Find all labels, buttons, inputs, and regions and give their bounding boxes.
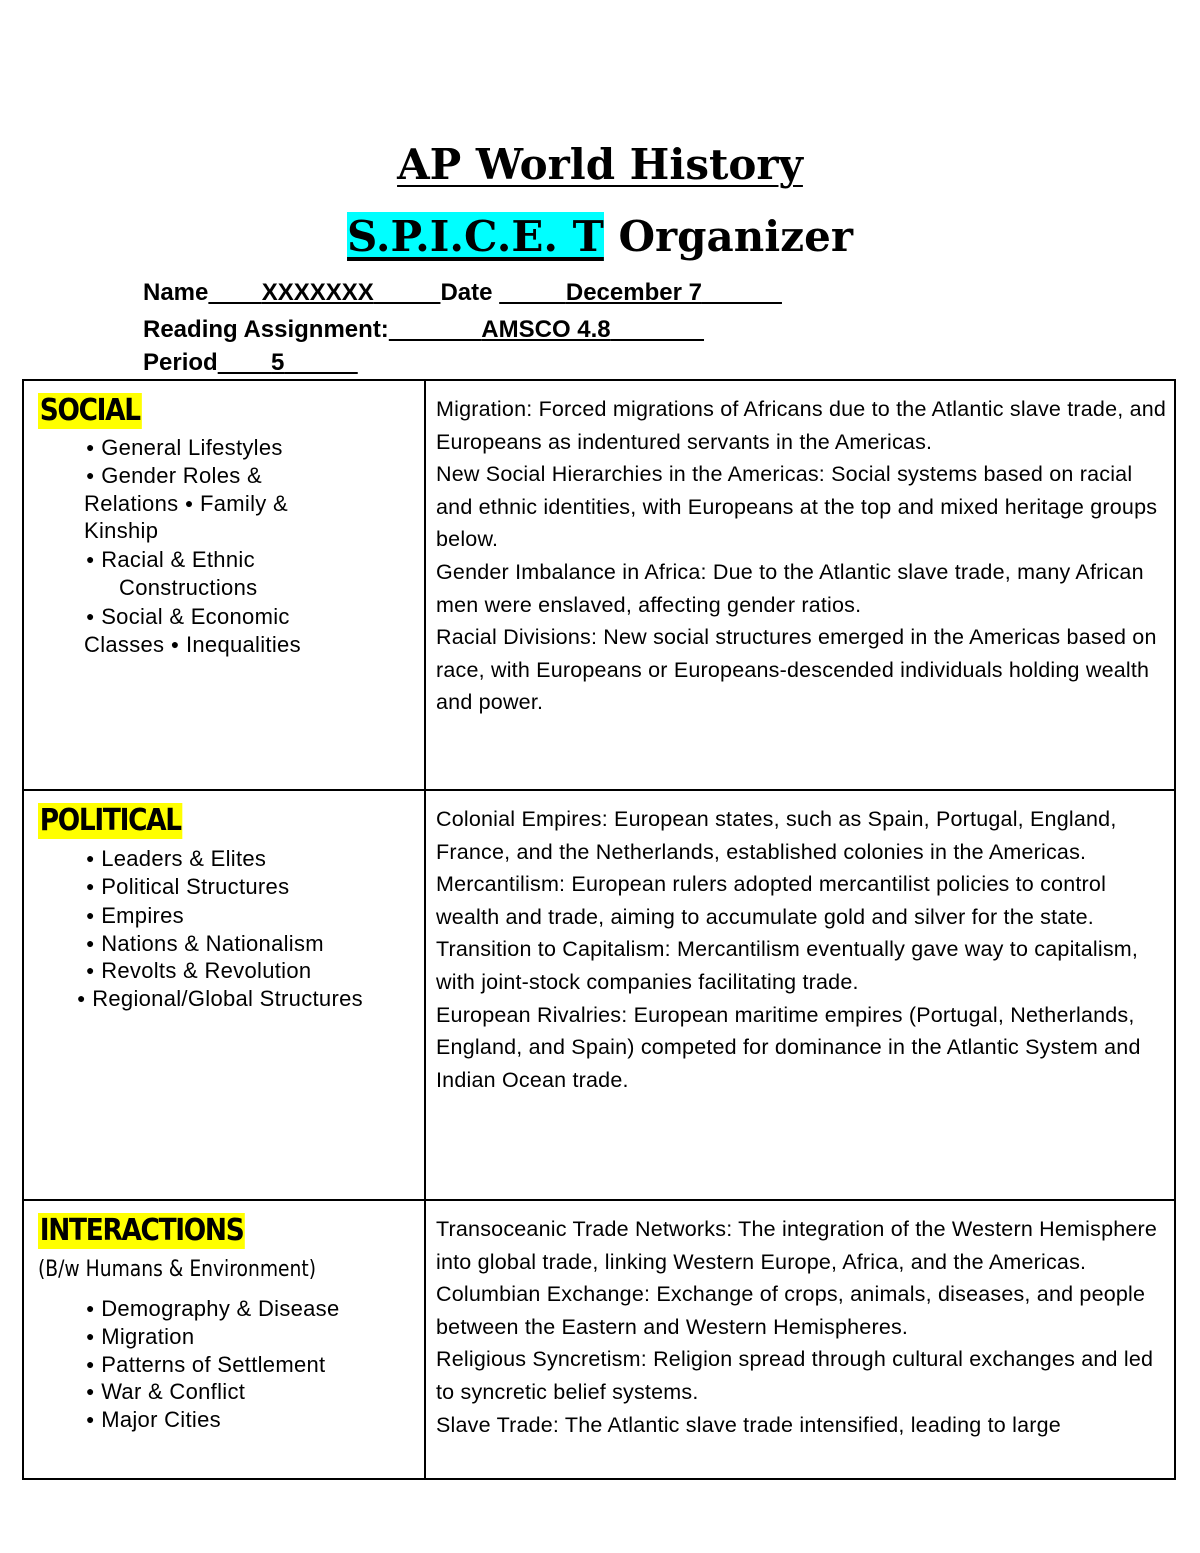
page-subtitle xyxy=(0,212,1200,261)
political-heading: POLITICAL xyxy=(39,803,181,838)
social-bullet: ● Racial & Ethnic xyxy=(86,547,255,572)
period-value: 5 xyxy=(271,349,285,376)
interactions-bullet: ● Major Cities xyxy=(86,1407,221,1432)
name-value-field: XXXXXXX xyxy=(261,279,374,306)
note-paragraph: Transoceanic Trade Networks: The integration of the Western Hemisphere into global trade, linking Western Europe, Africa, and the Americas. xyxy=(436,1217,1158,1274)
date-label: Date xyxy=(440,279,493,306)
date-value-field xyxy=(499,279,566,306)
social-bullet: ● Social & Economic xyxy=(86,604,290,629)
social-notes xyxy=(436,393,1172,719)
interactions-bullet: ● Demography & Disease xyxy=(86,1296,340,1321)
note-paragraph: Racial Divisions: New social structures emerged in the Americas based on race, with Europeans or Europeans-descended individuals holding wealth and power. xyxy=(436,625,1157,715)
social-bullet: Relations ● Family & xyxy=(84,491,288,516)
political-notes-cell xyxy=(426,791,1174,1199)
spicet-table xyxy=(22,379,1176,1480)
social-bullet: Constructions xyxy=(119,575,258,600)
note-paragraph: European Rivalries: European maritime empires (Portugal, Netherlands, England, and Spain) competed for dominance in the Atlantic System and Indian Ocean trade. xyxy=(436,1002,1141,1092)
period-line xyxy=(143,348,358,378)
political-category-cell xyxy=(24,791,426,1199)
spicet-highlight: S.P.I.C.E. T xyxy=(347,212,604,261)
date-value: December 7 xyxy=(565,279,702,306)
name-label: Name xyxy=(143,279,209,306)
interactions-category-cell xyxy=(24,1201,426,1478)
political-bullet: ● Regional/Global Structures xyxy=(77,986,363,1011)
reading-line xyxy=(143,315,704,345)
interactions-subtitle: (B/w Humans & Environment) xyxy=(38,1257,317,1282)
social-bullet: ● Gender Roles & xyxy=(86,463,262,488)
social-notes-cell xyxy=(426,381,1174,789)
subtitle-rest: Organizer xyxy=(603,212,853,261)
political-bullet: ● Nations & Nationalism xyxy=(86,931,324,956)
note-paragraph: Mercantilism: European rulers adopted mercantilist policies to control wealth and trade, aiming to accumulate gold and silver for the state. xyxy=(436,872,1107,929)
interactions-bullet: ● Patterns of Settlement xyxy=(86,1352,326,1377)
political-bullet: ● Revolts & Revolution xyxy=(86,958,312,983)
political-bullet: ● Empires xyxy=(86,903,184,928)
note-paragraph: Gender Imbalance in Africa: Due to the Atlantic slave trade, many African men were enslaved, affecting gender ratios. xyxy=(436,559,1144,617)
social-heading: SOCIAL xyxy=(39,393,140,428)
interactions-heading: INTERACTIONS xyxy=(39,1213,244,1248)
page-title: AP World History xyxy=(397,140,803,189)
period-label: Period xyxy=(143,349,218,376)
note-paragraph: Slave Trade: The Atlantic slave trade intensified, leading to large xyxy=(436,1412,1061,1437)
note-paragraph: Migration: Forced migrations of Africans due to the Atlantic slave trade, and Europeans as indentured servants in the Americas. xyxy=(436,397,1167,454)
note-paragraph: Transition to Capitalism: Mercantilism eventually gave way to capitalism, with joint-stock companies facilitating trade. xyxy=(436,937,1139,994)
reading-label: Reading Assignment: xyxy=(143,316,389,343)
social-bullet: Classes ● Inequalities xyxy=(84,632,301,657)
interactions-notes-cell xyxy=(426,1201,1174,1478)
political-row xyxy=(24,791,1174,1201)
note-paragraph: New Social Hierarchies in the Americas: Social systems based on racial and ethnic identities, with Europeans at the top and mixed heritage groups below. xyxy=(436,462,1158,552)
note-paragraph: Colonial Empires: European states, such as Spain, Portugal, England, France, and the Netherlands, established colonies in the Americas. xyxy=(436,807,1117,864)
note-paragraph: Columbian Exchange: Exchange of crops, animals, diseases, and people between the Eastern and Western Hemispheres. xyxy=(436,1282,1146,1339)
reading-value: AMSCO 4.8 xyxy=(481,316,611,343)
social-bullet: Kinship xyxy=(84,518,159,543)
name-date-line xyxy=(143,278,782,308)
interactions-notes xyxy=(436,1213,1172,1441)
social-bullet: ● General Lifestyles xyxy=(86,435,283,460)
social-row xyxy=(24,381,1174,791)
interactions-bullet: ● War & Conflict xyxy=(86,1379,246,1404)
note-paragraph: Religious Syncretism: Religion spread through cultural exchanges and led to syncretic belief systems. xyxy=(436,1347,1154,1404)
political-bullet: ● Political Structures xyxy=(86,874,290,899)
social-category-cell xyxy=(24,381,426,789)
political-bullet: ● Leaders & Elites xyxy=(86,846,267,871)
interactions-bullet: ● Migration xyxy=(86,1324,195,1349)
interactions-row xyxy=(24,1201,1174,1478)
political-notes xyxy=(436,803,1172,1096)
